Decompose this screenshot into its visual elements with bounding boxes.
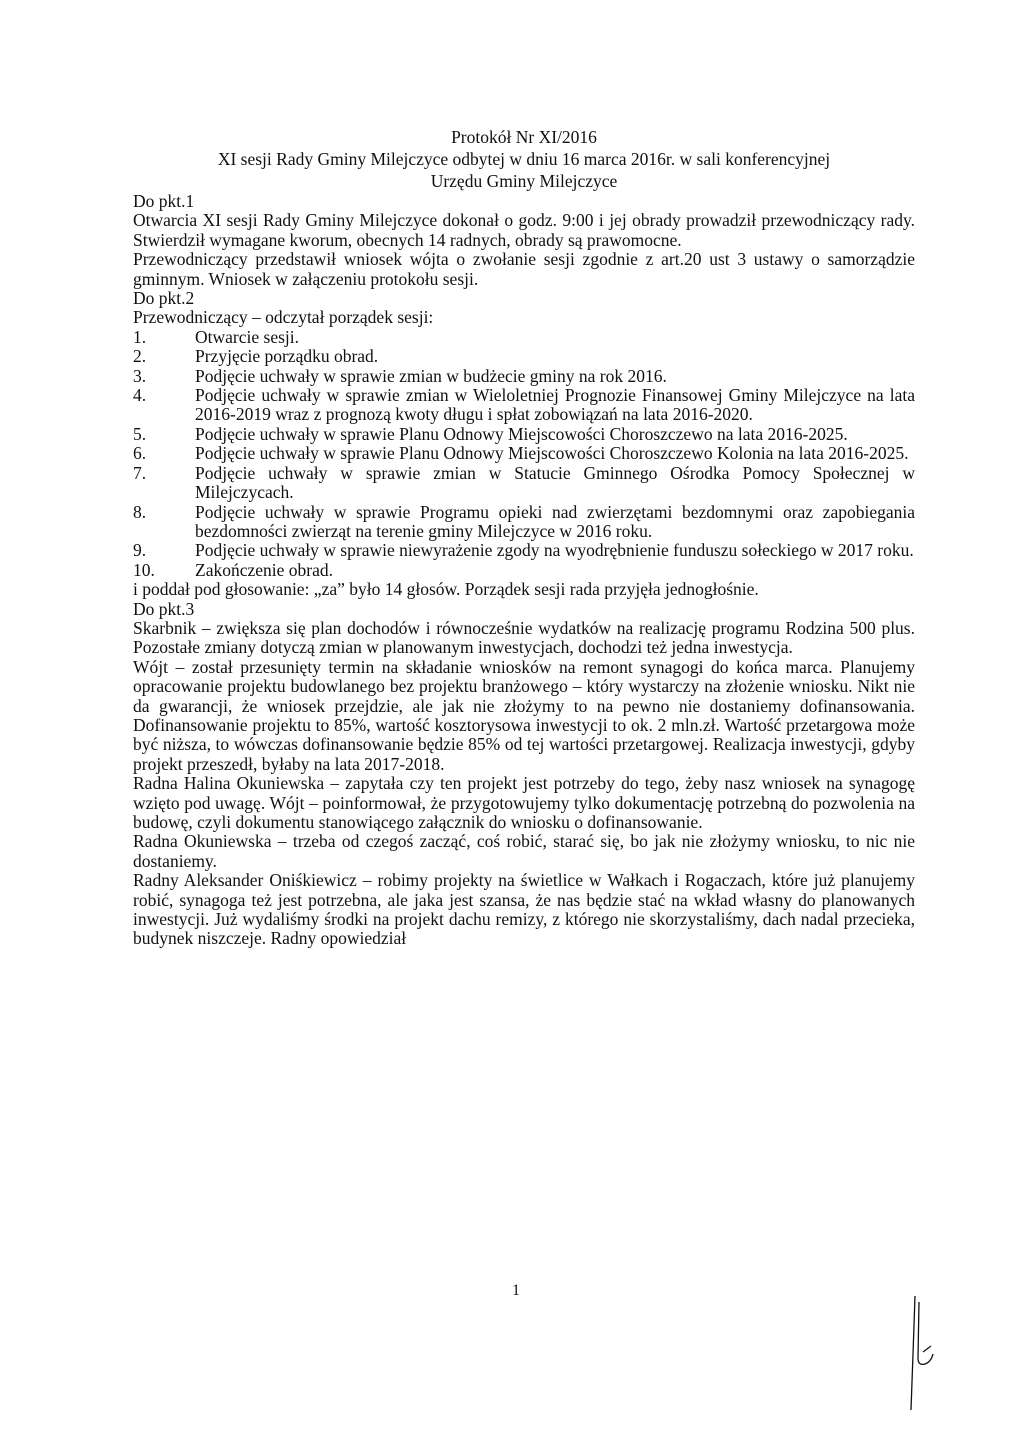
document-subtitle-line2: Urzędu Gminy Milejczyce bbox=[430, 171, 618, 191]
document-title: Protokół Nr XI/2016 bbox=[451, 127, 597, 147]
pkt3-paragraph-okuniewska-question: Radna Halina Okuniewska – zapytała czy ten projekt jest potrzeby do tego, żeby nasz wniosek na synagogę wzięto pod uwagę. Wójt – poinformował, że przygotowujemy tylko dokumentację potrzebną do pozwolenia na budowę, czyli dokumentu stanowiącego załącznik do wniosku o dofinansowanie. bbox=[133, 773, 915, 832]
agenda-item-text: Podjęcie uchwały w sprawie zmian w Wieloletniej Prognozie Finansowej Gminy Milejczyce na lata 2016-2019 wraz z prognozą kwoty długu i spłat zobowiązań na lata 2016-2020. bbox=[195, 385, 915, 425]
agenda-item-text: Otwarcie sesji. bbox=[195, 326, 299, 347]
agenda-item-number: 8. bbox=[133, 501, 147, 522]
vote-result: i poddał pod głosowanie: „za” było 14 głosów. Porządek sesji rada przyjęła jednogłośnie. bbox=[133, 579, 759, 600]
agenda-item-number: 3. bbox=[133, 365, 147, 386]
agenda-item bbox=[133, 386, 915, 425]
agenda-item-text: Podjęcie uchwały w sprawie zmian w Statucie Gminnego Ośrodka Pomocy Społecznej w Milejczycach. bbox=[195, 462, 915, 503]
agenda-item bbox=[133, 561, 915, 580]
pkt3-paragraph-okuniewska-statement: Radna Okuniewska – trzeba od czegoś zacząć, coś robić, starać się, bo jak nie złożymy wniosku, to nic nie dostaniemy. bbox=[133, 831, 915, 871]
agenda-item-text: Przyjęcie porządku obrad. bbox=[195, 346, 379, 367]
agenda-item-number: 10. bbox=[133, 559, 155, 580]
agenda-item bbox=[133, 444, 915, 463]
pkt3-paragraph-oniskiewicz: Radny Aleksander Oniśkiewicz – robimy projekty na świetlice w Wałkach i Rogaczach, które już planujemy robić, synagoga też jest potrzebna, ale jaka jest szansa, że nas będzie stać na wkład własny do planowanych inwestycji. Już wydaliśmy środki na projekt dachu remizy, z którego nie skorzystaliśmy, dach nadal przecieka, budynek niszczeje. Radny opowiedział bbox=[133, 870, 915, 949]
agenda-item-number: 9. bbox=[133, 540, 147, 561]
pkt3-paragraph-skarbnik: Skarbnik – zwiększa się plan dochodów i równocześnie wydatków na realizację programu Rodzina 500 plus. Pozostałe zmiany dotyczą zmian w planowanym inwestycjach, dochodzi też jedna inwestycja. bbox=[133, 617, 915, 658]
agenda-item bbox=[133, 503, 915, 542]
page-number: 1 bbox=[512, 1282, 520, 1299]
agenda-item bbox=[133, 425, 915, 444]
agenda-item-number: 6. bbox=[133, 443, 147, 464]
agenda-item-number: 4. bbox=[133, 385, 147, 406]
pkt3-heading: Do pkt.3 bbox=[133, 598, 195, 619]
agenda-item-text: Podjęcie uchwały w sprawie niewyrażenie zgody na wyodrębnienie funduszu sołeckiego w 2017 roku. bbox=[195, 540, 914, 561]
agenda-item bbox=[133, 367, 915, 386]
agenda-item-text: Podjęcie uchwały w sprawie Programu opieki nad zwierzętami bezdomnymi oraz zapobiegania bezdomności zwierząt na terenie gminy Milejczyce w 2016 roku. bbox=[195, 501, 915, 541]
pkt2-intro: Przewodniczący – odczytał porządek sesji: bbox=[133, 307, 434, 328]
agenda-item-text: Podjęcie uchwały w sprawie Planu Odnowy Miejscowości Choroszczewo Kolonia na lata 2016-2025. bbox=[195, 443, 909, 464]
pkt1-heading: Do pkt.1 bbox=[133, 191, 195, 211]
agenda-item-text: Podjęcie uchwały w sprawie zmian w budżecie gminy na rok 2016. bbox=[195, 365, 667, 386]
agenda-item-number: 1. bbox=[133, 326, 147, 347]
agenda-item-number: 5. bbox=[133, 423, 147, 444]
agenda-list bbox=[133, 328, 915, 580]
document-body bbox=[133, 126, 915, 949]
agenda-item-text: Podjęcie uchwały w sprawie Planu Odnowy Miejscowości Choroszczewo na lata 2016-2025. bbox=[195, 423, 848, 444]
agenda-item bbox=[133, 541, 915, 560]
agenda-item bbox=[133, 464, 915, 503]
agenda-item-text: Zakończenie obrad. bbox=[195, 559, 333, 580]
agenda-item bbox=[133, 347, 915, 366]
agenda-item bbox=[133, 328, 915, 347]
pkt2-heading: Do pkt.2 bbox=[133, 288, 195, 309]
handwritten-initials-signature bbox=[895, 1294, 939, 1410]
agenda-item-number: 7. bbox=[133, 462, 147, 483]
pkt3-paragraph-wojt: Wójt – został przesunięty termin na składanie wniosków na remont synagogi do końca marca. Planujemy opracowanie projektu budowlanego bez projektu branżowego – który wystarczy na złożenie wniosku. Nikt nie da gwarancji, że wniosek przejdzie, ale jak nie złożymy to na pewno nie dostaniemy dofinansowania. Dofinansowanie projektu to 85%, wartość kosztorysowa inwestycji to ok. 2 mln.zł. Wartość przetargowa może być niższa, to wówczas dofinansowanie będzie 85% od tej wartości przetargowej. Realizacja inwestycji, gdyby projekt przeszedł, byłaby na lata 2017-2018. bbox=[133, 656, 915, 774]
agenda-item-number: 2. bbox=[133, 346, 147, 367]
pkt1-paragraph-motion: Przewodniczący przedstawił wniosek wójta o zwołanie sesji zgodnie z art.20 ust 3 ustawy o samorządzie gminnym. Wniosek w załączeniu protokołu sesji. bbox=[133, 249, 915, 289]
pkt1-paragraph-opening: Otwarcia XI sesji Rady Gminy Milejczyce dokonał o godz. 9:00 i jej obrady prowadził przewodniczący rady. Stwierdził wymagane kworum, obecnych 14 radnych, obrady są prawomocne. bbox=[133, 210, 915, 250]
document-subtitle-line1: XI sesji Rady Gminy Milejczyce odbytej w dniu 16 marca 2016r. w sali konferencyjnej bbox=[217, 149, 831, 169]
